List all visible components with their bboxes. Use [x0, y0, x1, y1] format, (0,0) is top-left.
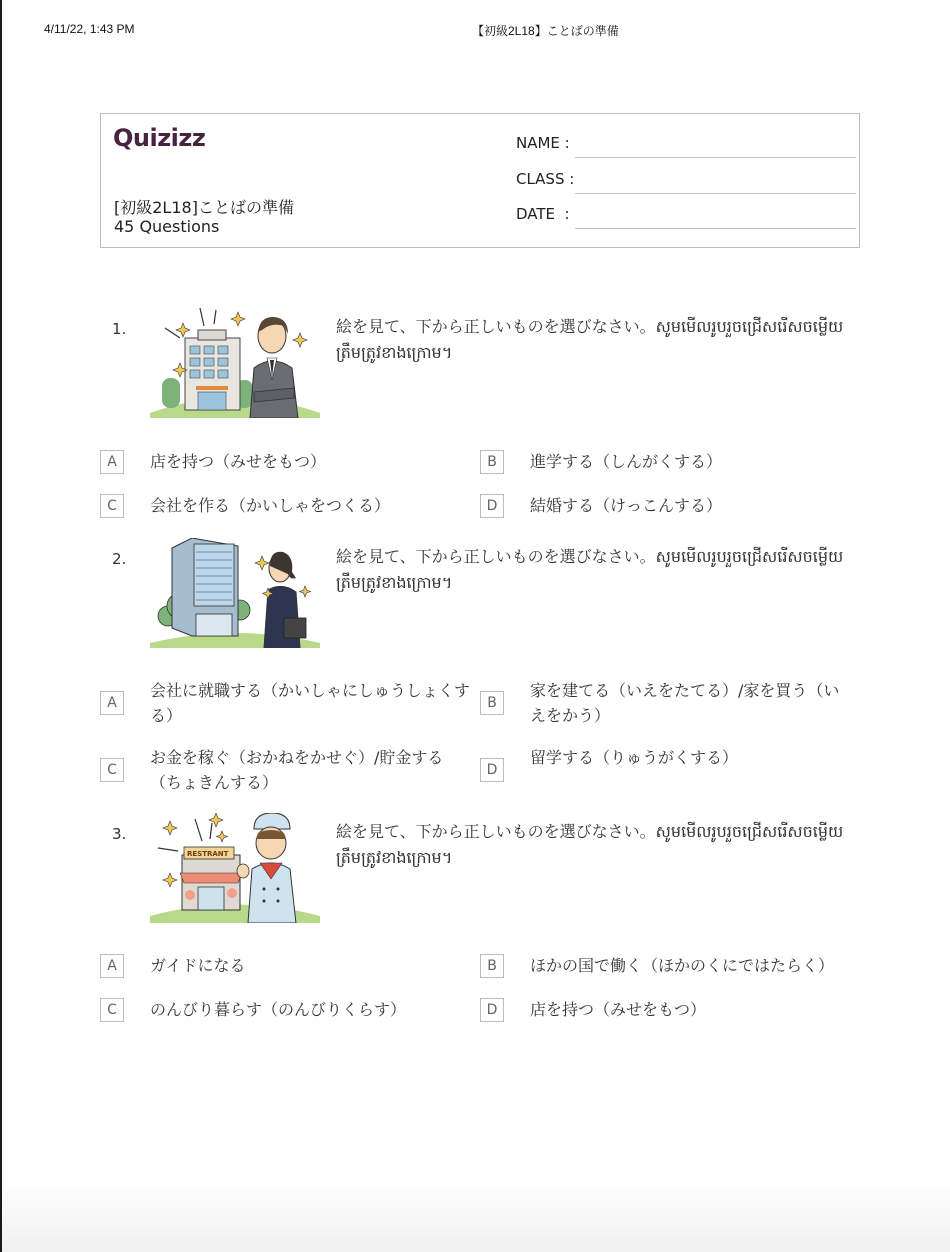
quiz-title: [初級2L18]ことばの準備 [114, 198, 294, 217]
date-label: DATE : [516, 205, 570, 223]
option-letter: A [100, 954, 124, 978]
option-text: 店を持つ（みせをもつ） [530, 1000, 707, 1019]
option-letter: B [480, 450, 504, 474]
option-letter: C [100, 758, 124, 782]
option-text: 留学する（りゅうがくする） [530, 748, 739, 767]
option-letter: B [480, 954, 504, 978]
class-line[interactable] [575, 193, 856, 194]
print-header [2, 22, 950, 40]
option-letter: D [480, 998, 504, 1022]
question-text: 絵を見て、下から正しいものを選びなさい。សូមមើលរូបរួចជ្រើសរើសចម្លើយត្រឹមត្រូវខាងក្រោម។ [336, 822, 844, 867]
option-text: 会社を作る（かいしゃをつくる） [150, 496, 391, 515]
name-line[interactable] [575, 157, 856, 158]
option-letter: C [100, 494, 124, 518]
option-text: 進学する（しんがくする） [530, 452, 723, 471]
svg-text:RESTRANT: RESTRANT [187, 850, 229, 858]
option-text: 結婚する（けっこんする） [530, 496, 723, 515]
worksheet-header [100, 113, 860, 248]
name-field[interactable] [516, 134, 856, 158]
businesswoman-office-illustration [150, 538, 320, 648]
question-number: 1. [112, 320, 127, 338]
chef-restaurant-illustration [150, 813, 320, 923]
print-date: 4/11/22, 1:43 PM [44, 22, 135, 36]
option-text: 家を建てる（いえをたてる）/家を買う（いえをかう） [530, 681, 840, 725]
date-line[interactable] [575, 228, 856, 229]
name-label: NAME : [516, 134, 570, 152]
option-text: 店を持つ（みせをもつ） [150, 452, 327, 471]
option-text: のんびり暮らす（のんびりくらす） [150, 1000, 407, 1019]
option-text: ほかの国で働く（ほかのくにではたらく） [530, 956, 835, 975]
businessman-building-illustration [150, 308, 320, 418]
question-text: 絵を見て、下から正しいものを選びなさい。សូមមើលរូបរួចជ្រើសរើសចម្លើយត្រឹមត្រូវខាងក្រោម។ [336, 317, 844, 362]
option-letter: C [100, 998, 124, 1022]
question-text: 絵を見て、下から正しいものを選びなさい。សូមមើលរូបរួចជ្រើសរើសចម្លើយត្រឹមត្រូវខាងក្រោម។ [336, 547, 844, 592]
option-letter: D [480, 758, 504, 782]
option-letter: D [480, 494, 504, 518]
option-text: お金を稼ぐ（おかねをかせぐ）/貯金する（ちょきんする） [150, 748, 444, 792]
option-letter: B [480, 691, 504, 715]
question-number: 2. [112, 550, 127, 568]
class-field[interactable] [516, 170, 856, 194]
option-letter: A [100, 450, 124, 474]
quizizz-logo: Quizizz [113, 124, 206, 152]
option-text: 会社に就職する（かいしゃにしゅうしょくする） [150, 681, 471, 725]
option-letter: A [100, 691, 124, 715]
question-count: 45 Questions [114, 217, 220, 236]
print-title: 【初級2L18】ことばの準備 [472, 24, 619, 38]
date-field[interactable] [516, 205, 856, 229]
question-number: 3. [112, 825, 127, 843]
option-text: ガイドになる [150, 956, 246, 975]
class-label: CLASS : [516, 170, 575, 188]
